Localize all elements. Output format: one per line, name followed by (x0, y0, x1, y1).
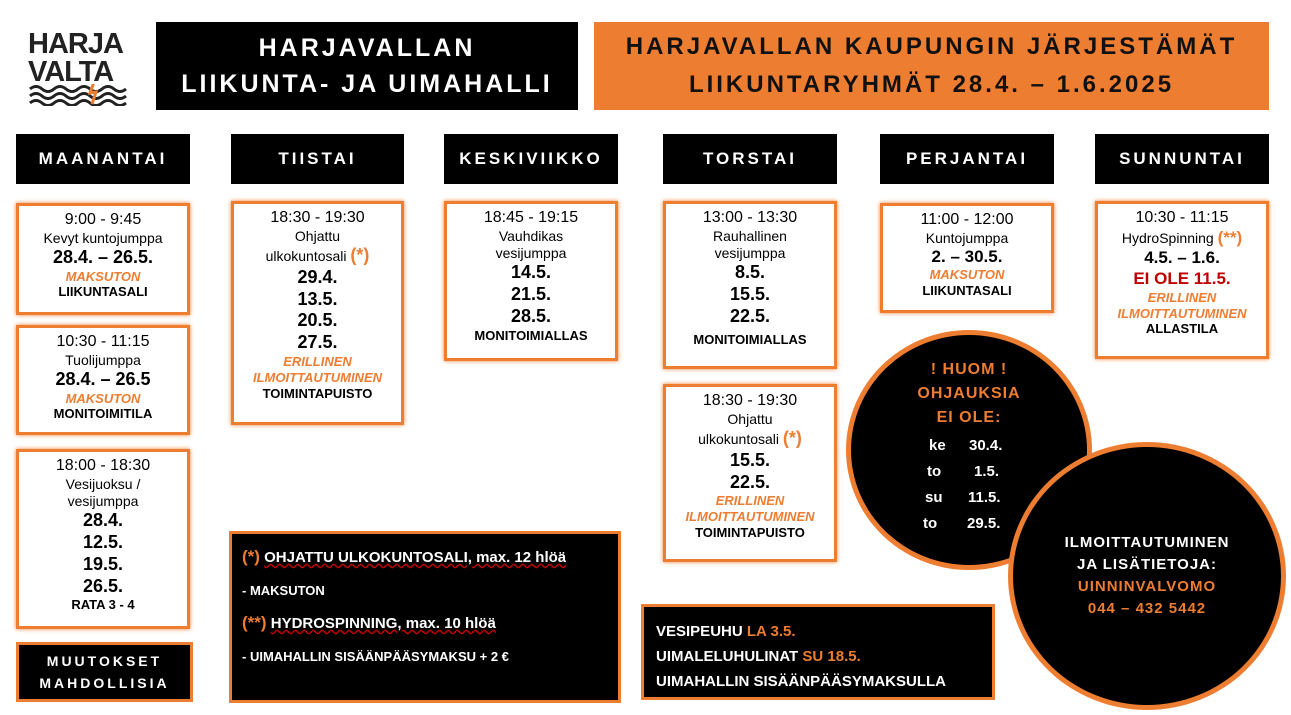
day-tuesday: TIISTAI (231, 134, 404, 184)
notice-date: 30.4. (969, 437, 1003, 454)
notice-line3: EI OLE: (936, 409, 1002, 426)
asterisk-mark: (*) (782, 427, 802, 448)
notice-date: 11.5. (968, 489, 1001, 506)
class-activity: Kevyt kuntojumppa (43, 229, 163, 246)
friday-class-1 (880, 203, 1054, 313)
class-date: 19.5. (82, 553, 124, 574)
logo (28, 30, 138, 106)
notice-line2: OHJAUKSIA (917, 385, 1021, 402)
day-friday: PERJANTAI (880, 134, 1054, 184)
logo-line2: VALTA (28, 56, 114, 88)
class-dates: 28.4. – 26.5. (52, 246, 154, 267)
class-activity (1102, 228, 1262, 249)
class-date: 27.5. (297, 332, 338, 353)
notice-date: 1.5. (974, 463, 1000, 480)
class-date: 15.5. (729, 283, 771, 304)
class-activity: Ohjattu (727, 410, 773, 427)
tuesday-class-1 (231, 201, 404, 425)
class-fee: MAKSUTON (929, 267, 1005, 283)
class-activity: Ohjattu (294, 227, 341, 244)
event-fee: UIMAHALLIN SISÄÄNPÄÄSYMAKSULLA (656, 673, 946, 690)
class-time: 10:30 - 11:15 (1135, 209, 1229, 226)
notice-date: 29.5. (967, 515, 1001, 532)
class-date: 28.4. (82, 509, 124, 530)
notice-day: to (927, 463, 942, 480)
class-time: 11:00 - 12:00 (920, 211, 1014, 228)
class-activity: Tuolijumppa (65, 351, 141, 368)
class-fee: MAKSUTON (65, 268, 141, 284)
class-activity (670, 428, 830, 450)
class-fee: MAKSUTON (65, 390, 141, 406)
notice-day: to (923, 515, 938, 532)
class-activity: Vauhdikas (498, 227, 564, 244)
class-place: MONITOIMIALLAS (474, 327, 588, 343)
class-activity: vesijumppa (67, 492, 139, 509)
class-activity (238, 245, 397, 267)
class-time: 9:00 - 9:45 (64, 211, 142, 228)
class-time: 18:45 - 19:15 (483, 209, 579, 226)
class-place: MONITOIMITILA (53, 406, 153, 422)
event-1-date: LA 3.5. (746, 623, 796, 640)
event-1 (656, 619, 980, 644)
class-place: TOIMINTAPUISTO (695, 525, 805, 541)
header-left (156, 22, 578, 110)
monday-class-2 (16, 325, 190, 435)
day-wednesday: KESKIVIIKKO (444, 134, 618, 184)
changes-line1: MUUTOKSET (46, 653, 163, 669)
notice-row (927, 463, 999, 480)
wednesday-class-1 (444, 201, 618, 361)
thursday-class-1 (663, 201, 837, 369)
asterisk-mark: (*) (242, 547, 260, 566)
header-left-line1: HARJAVALLAN (258, 34, 476, 62)
class-time: 13:00 - 13:30 (702, 209, 798, 226)
note-outdoor-gym (242, 546, 608, 569)
contact-phone: 044 – 432 5442 (1087, 600, 1207, 617)
class-date: 28.5. (510, 305, 552, 326)
class-place: LIIKUNTASALI (922, 283, 1012, 299)
event-2 (656, 644, 980, 669)
class-time: 18:30 - 19:30 (270, 209, 365, 226)
day-monday: MAANANTAI (16, 134, 190, 184)
asterisk-mark: (*) (350, 244, 370, 265)
class-registration: ERILLINEN (283, 354, 352, 370)
contact-info (1008, 442, 1286, 710)
header-left-line2: LIIKUNTA- JA UIMAHALLI (181, 70, 553, 98)
day-thursday: TORSTAI (663, 134, 837, 184)
class-dates: 4.5. – 1.6. (1144, 248, 1220, 268)
event-2-date: SU 18.5. (802, 648, 861, 665)
class-place: TOIMINTAPUISTO (262, 386, 373, 402)
class-date: 20.5. (297, 310, 338, 331)
class-date: 13.5. (297, 288, 338, 309)
changes-notice (16, 642, 193, 702)
notice-day: su (925, 489, 943, 506)
class-date: 29.4. (297, 266, 338, 287)
note-outdoor-gym-text: OHJATTU ULKOKUNTOSALI, max. 12 hlöä (264, 549, 567, 566)
double-asterisk-mark: (**) (1217, 227, 1243, 247)
changes-line2: MAHDOLLISIA (39, 675, 170, 691)
note-hydrospinning (242, 612, 608, 635)
monday-class-3 (16, 449, 190, 629)
class-date: 22.5. (729, 305, 771, 326)
notice-day: ke (929, 437, 946, 454)
class-dates: 28.4. – 26.5 (55, 368, 151, 389)
header-right (594, 22, 1269, 110)
header-right-line1: HARJAVALLAN KAUPUNGIN JÄRJESTÄMÄT (625, 33, 1238, 60)
class-date: 22.5. (729, 471, 771, 492)
class-activity-text: ulkokuntosali (265, 247, 347, 264)
class-activity: Rauhallinen (713, 227, 787, 244)
class-dates: 2. – 30.5. (931, 246, 1003, 266)
class-date: 12.5. (82, 531, 124, 552)
class-date: 14.5. (510, 261, 552, 282)
class-registration: ILMOITTAUTUMINEN (685, 509, 815, 525)
class-time: 18:30 - 19:30 (702, 392, 798, 409)
class-activity: vesijumppa (714, 244, 786, 261)
class-registration: ERILLINEN (715, 493, 785, 509)
logo-waves-icon (28, 84, 132, 106)
contact-line1: ILMOITTAUTUMINEN (1064, 534, 1230, 551)
class-activity: Vesijuoksu / (65, 475, 141, 492)
events-box (641, 604, 995, 700)
notice-line1: ! HUOM ! (930, 361, 1008, 378)
day-sunday: SUNNUNTAI (1095, 134, 1269, 184)
monday-class-1 (16, 203, 190, 315)
class-place: MONITOIMIALLAS (693, 331, 807, 347)
sunday-class-1 (1095, 201, 1269, 359)
class-place: LIIKUNTASALI (58, 284, 148, 300)
class-activity-text: HydroSpinning (1121, 229, 1214, 246)
contact-line3: UINNINVALVOMO (1077, 578, 1217, 595)
contact-line2: JA LISÄTIETOJA: (1076, 556, 1218, 573)
header-right-line2: LIIKUNTARYHMÄT 28.4. – 1.6.2025 (688, 71, 1175, 98)
note-outdoor-gym-fee: - MAKSUTON (242, 583, 325, 598)
class-registration: ERILLINEN (1147, 289, 1217, 305)
class-activity: vesijumppa (495, 244, 567, 261)
class-date: 15.5. (729, 449, 771, 470)
event-1-name: VESIPEUHU (656, 623, 743, 640)
legend-notes (229, 531, 621, 703)
class-registration: ILMOITTAUTUMINEN (252, 370, 383, 386)
class-date: 21.5. (510, 283, 552, 304)
notice-row (925, 489, 1001, 506)
class-date: 8.5. (734, 261, 766, 282)
class-activity: Kuntojumppa (925, 229, 1009, 246)
class-cancellation: EI OLE 11.5. (1133, 268, 1231, 288)
double-asterisk-mark: (**) (242, 613, 267, 632)
class-activity-text: ulkokuntosali (698, 430, 780, 447)
logo-line1: HARJA (28, 28, 123, 60)
thursday-class-2 (663, 384, 837, 562)
class-place: ALLASTILA (1145, 321, 1219, 337)
notice-row (923, 515, 1000, 532)
note-hydrospinning-fee: - UIMAHALLIN SISÄÄNPÄÄSYMAKSU + 2 € (242, 649, 509, 664)
class-registration: ILMOITTAUTUMINEN (1117, 305, 1247, 321)
class-time: 10:30 - 11:15 (56, 333, 150, 350)
class-time: 18:00 - 18:30 (55, 457, 151, 474)
event-2-name: UIMALELUHULINAT (656, 648, 799, 665)
class-date: 26.5. (82, 575, 124, 596)
note-hydrospinning-text: HYDROSPINNING, max. 10 hlöä (270, 615, 496, 632)
notice-row (929, 437, 1002, 454)
class-place: RATA 3 - 4 (71, 597, 135, 613)
